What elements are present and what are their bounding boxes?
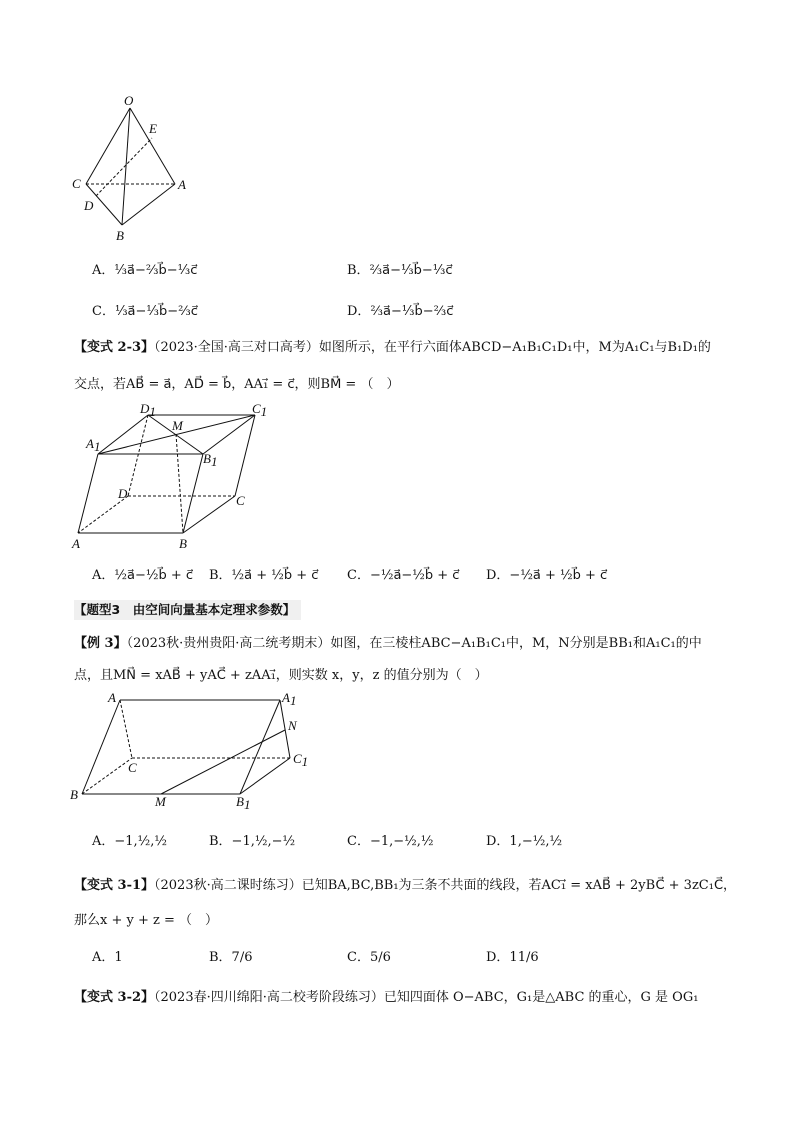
label-N: N	[288, 718, 297, 733]
v31-option-c[interactable]: C．5/6	[347, 950, 391, 965]
variant-3-2-text1: （2023春·四川绵阳·高二校考阶段练习）已知四面体 O−ABC，G₁是△ABC 的重心，G 是 OG₁	[154, 990, 699, 1005]
label-C: C	[72, 176, 81, 191]
label-O: O	[124, 93, 134, 108]
label-B1: B1	[203, 451, 218, 469]
label-B: B	[70, 787, 78, 802]
v31-option-d[interactable]: D．11/6	[486, 950, 539, 965]
label-C1: C1	[252, 401, 268, 419]
v31-option-a[interactable]: A．1	[92, 950, 123, 965]
ex3-option-c[interactable]: C．−1,−½,½	[347, 834, 434, 849]
label-B: B	[179, 536, 187, 551]
variant-3-1-text1: （2023秋·高二课时练习）已知BA,BC,BB₁为三条不共面的线段，若AC₁⃗ = xAB⃗ + 2yBC⃗ + 3zC₁C⃗，	[154, 878, 737, 893]
edge-OB	[122, 108, 130, 225]
label-D: D	[84, 198, 94, 213]
edge-OC	[86, 108, 130, 184]
label-A: A	[72, 536, 80, 551]
label-C: C	[236, 493, 245, 508]
label-A1: A1	[282, 690, 297, 708]
label-A1: A1	[86, 436, 101, 454]
v31-option-b[interactable]: B．7/6	[209, 950, 253, 965]
variant-2-3-text1: （2023·全国·高三对口高考）如图所示，在平行六面体ABCD−A₁B₁C₁D₁中，M为A₁C₁与B₁D₁的	[154, 340, 711, 355]
type-3-heading: 【题型3 由空间向量基本定理求参数】	[74, 600, 301, 620]
label-M: M	[172, 418, 183, 433]
variant-3-2-line1	[74, 986, 698, 1005]
segment-MB	[176, 434, 183, 533]
example-3-line2: 点，且MN⃗ = xAB⃗ + yAC⃗ + zAA₁⃗，则实数 x，y，z 的值分别为（ ）	[74, 668, 488, 683]
example-3-tag: 【例 3】	[74, 636, 127, 651]
label-E: E	[149, 121, 157, 136]
ex3-option-b[interactable]: B．−1,½,−½	[209, 834, 296, 849]
variant-3-1-line2: 那么x + y + z = （ ）	[74, 913, 218, 928]
edge-AB	[82, 700, 120, 794]
ex3-option-a[interactable]: A．−1,½,½	[92, 834, 168, 849]
v23-option-b[interactable]: B．½a⃗ + ½b⃗ + c⃗	[209, 568, 319, 583]
parallelepiped-figure	[60, 400, 275, 555]
variant-3-1-line1	[74, 874, 736, 893]
tetrahedron-figure	[60, 92, 200, 247]
label-M: M	[155, 794, 166, 809]
prev-option-d[interactable]: D．⅔a⃗−⅓b⃗−⅔c⃗	[347, 304, 454, 319]
v23-option-c[interactable]: C．−½a⃗−½b⃗ + c⃗	[347, 568, 460, 583]
label-A: A	[178, 177, 186, 192]
segment-MN	[161, 730, 285, 794]
label-C: C	[128, 760, 137, 775]
prev-option-c[interactable]: C．⅓a⃗−⅓b⃗−⅔c⃗	[92, 304, 198, 319]
variant-3-2-tag: 【变式 3-2】	[74, 990, 155, 1005]
v23-option-a[interactable]: A．½a⃗−½b⃗ + c⃗	[92, 568, 194, 583]
label-B1: B1	[236, 794, 251, 812]
edge-AB	[122, 184, 175, 225]
example-3-text1: （2023秋·贵州贵阳·高二统考期末）如图，在三棱柱ABC−A₁B₁C₁中，M，N分别是BB₁和A₁C₁的中	[126, 636, 702, 651]
example-3-line1	[74, 632, 702, 651]
edge-AC	[120, 700, 132, 758]
segment-DE	[96, 138, 152, 196]
label-D1: D1	[140, 401, 156, 419]
label-D: D	[118, 486, 128, 501]
variant-2-3-line2: 交点，若AB⃗ = a⃗，AD⃗ = b⃗，AA₁⃗ = c⃗，则BM⃗ = （ ）	[74, 377, 400, 392]
edge-OA	[130, 108, 175, 184]
edge-D1D	[128, 415, 148, 496]
variant-2-3-tag: 【变式 2-3】	[74, 340, 155, 355]
label-A: A	[108, 690, 116, 705]
v23-option-d[interactable]: D．−½a⃗ + ½b⃗ + c⃗	[486, 568, 608, 583]
prev-option-a[interactable]: A．⅓a⃗−⅔b⃗−⅓c⃗	[92, 263, 198, 278]
edge-A1A	[78, 454, 98, 533]
label-B: B	[116, 228, 124, 243]
variant-2-3-line1	[74, 336, 711, 355]
ex3-option-d[interactable]: D．1,−½,½	[486, 834, 563, 849]
variant-3-1-tag: 【变式 3-1】	[74, 878, 155, 893]
prev-option-b[interactable]: B．⅔a⃗−⅓b⃗−⅓c⃗	[347, 263, 453, 278]
label-C1: C1	[293, 751, 309, 769]
prism-figure	[60, 688, 320, 813]
